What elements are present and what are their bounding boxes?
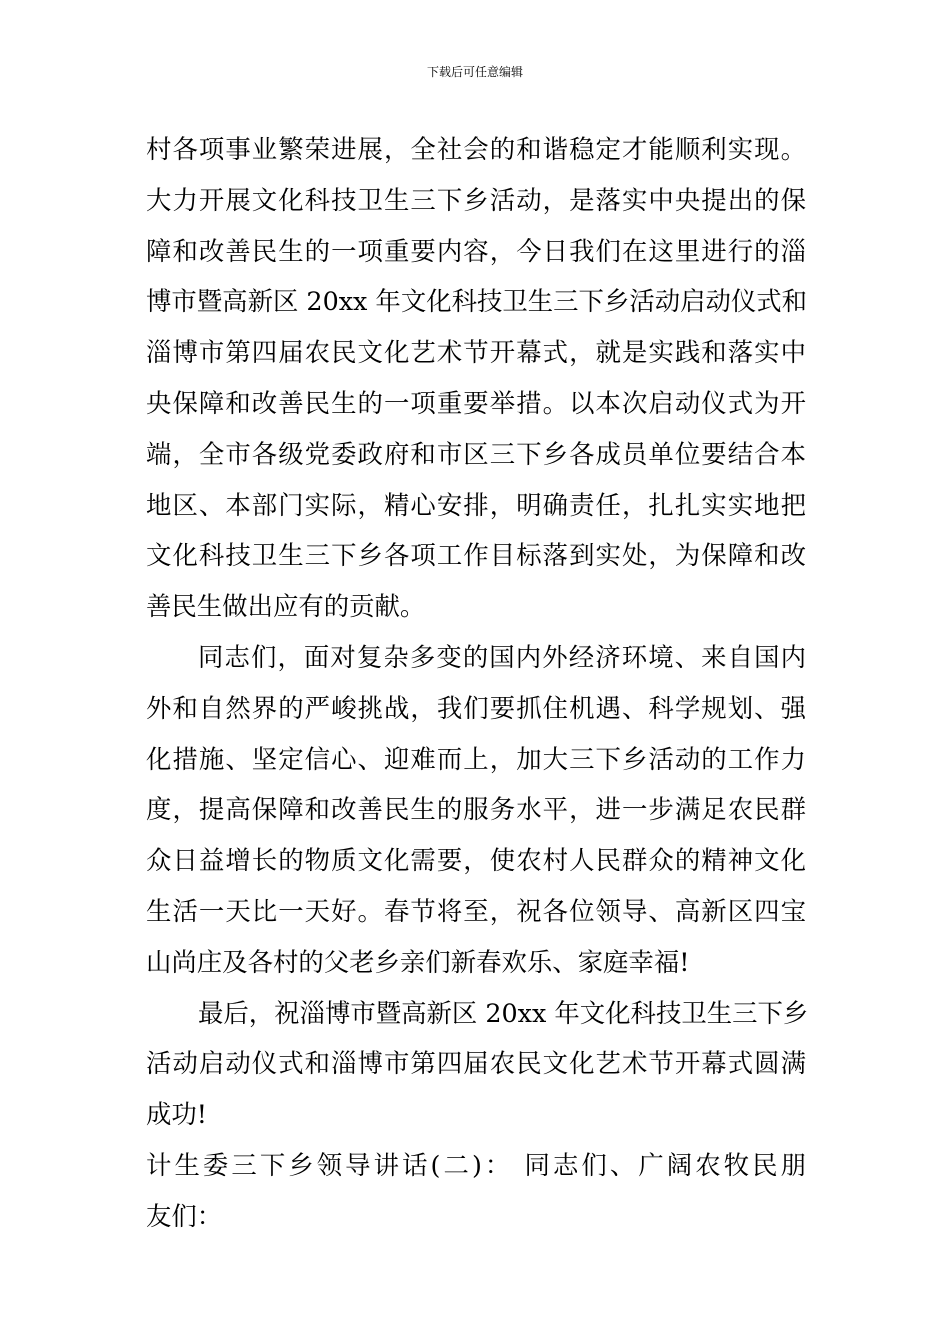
body-line-9: 文化科技卫生三下乡各项工作目标落到实处，为保障和改 (146, 540, 806, 571)
body-line-2: 大力开展文化科技卫生三下乡活动，是落实中央提出的保 (146, 184, 806, 215)
body-line-6: 央保障和改善民生的一项重要举措。以本次启动仪式为开 (146, 387, 806, 418)
body-line-8: 地区、本部门实际，精心安排，明确责任，扎扎实实地把 (146, 489, 806, 520)
body-line-1: 村各项事业繁荣进展，全社会的和谐稳定才能顺利实现。 (146, 134, 806, 164)
body-line-12: 外和自然界的严峻挑战，我们要抓住机遇、科学规划、强 (146, 692, 806, 723)
body-line-21: 计生委三下乡领导讲话(二)： 同志们、广阔农牧民朋 (146, 1149, 806, 1180)
body-line-3: 障和改善民生的一项重要内容，今日我们在这里进行的淄 (146, 235, 806, 266)
body-line-5: 淄博市第四届农民文化艺术节开幕式，就是实践和落实中 (146, 337, 806, 368)
body-line-10: 善民生做出应有的贡献。 (146, 591, 426, 622)
page-header-note: 下载后可任意编辑 (426, 65, 523, 79)
body-line-22: 友们： (146, 1200, 223, 1231)
body-line-13: 化措施、坚定信心、迎难而上，加大三下乡活动的工作力 (146, 743, 806, 774)
body-line-14: 度，提高保障和改善民生的服务水平，进一步满足农民群 (146, 794, 806, 825)
body-line-16: 生活一天比一天好。春节将至，祝各位领导、高新区四宝 (146, 895, 806, 926)
body-line-15: 众日益增长的物质文化需要，使农村人民群众的精神文化 (146, 845, 806, 876)
body-line-19: 活动启动仪式和淄博市第四届农民文化艺术节开幕式圆满 (146, 1048, 806, 1079)
body-line-7: 端，全市各级党委政府和市区三下乡各成员单位要结合本 (146, 438, 806, 469)
document-body (146, 124, 809, 1242)
body-line-17: 山尚庄及各村的父老乡亲们新春欢乐、家庭幸福! (146, 946, 690, 977)
body-line-11: 同志们，面对复杂多变的国内外经济环境、来自国内 (198, 641, 806, 672)
body-line-18: 最后，祝淄博市暨高新区 20xx 年文化科技卫生三下乡 (198, 997, 809, 1028)
body-line-4: 博市暨高新区 20xx 年文化科技卫生三下乡活动启动仪式和 (146, 286, 808, 317)
body-line-20: 成功! (146, 1099, 207, 1130)
